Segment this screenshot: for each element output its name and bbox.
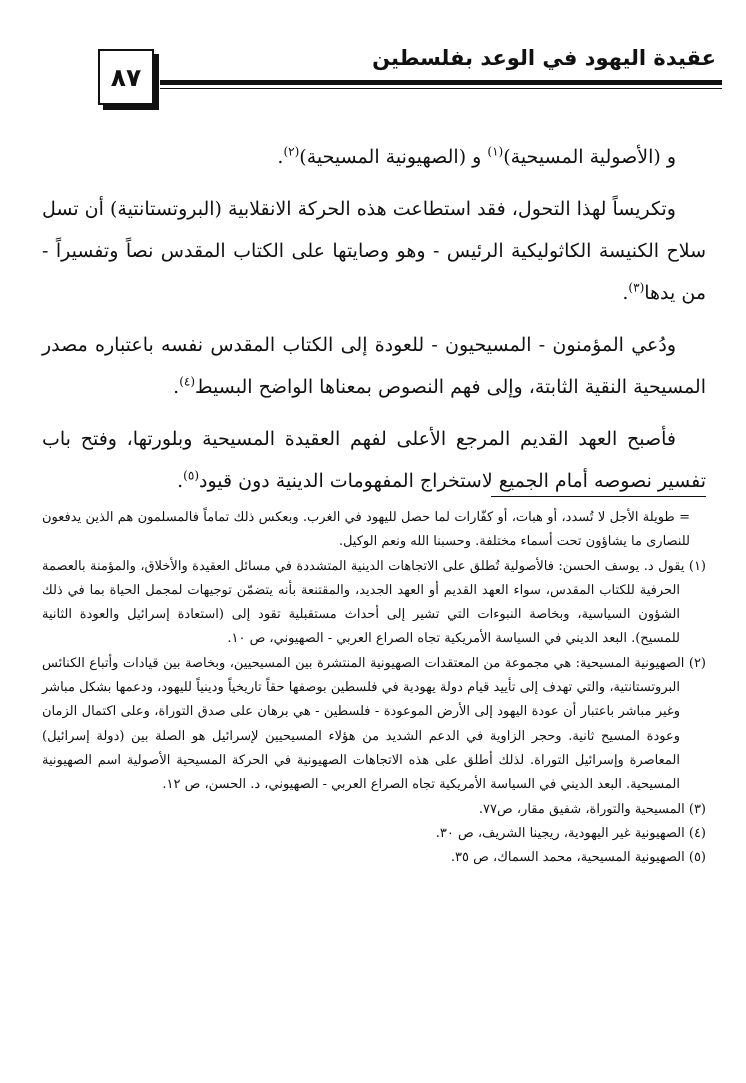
footnote-4: (٤) الصهيونية غير اليهودية، ريجينا الشريف، ص ٣٠. xyxy=(435,825,706,841)
paragraph-1-text-a: و (الأصولية المسيحية) xyxy=(503,146,676,168)
paragraph-1-end: . xyxy=(277,146,284,168)
paragraph-1-text-b: و (الصهيونية المسيحية) xyxy=(299,146,488,168)
paragraph-4 xyxy=(42,418,706,502)
footnote-5: (٥) الصهيونية المسيحية، محمد السماك، ص ٣٥. xyxy=(450,850,706,866)
note-ref-4: (٤) xyxy=(179,374,196,389)
note-ref-3: (٣) xyxy=(628,280,645,295)
page-number: ٨٧ xyxy=(98,49,154,105)
paragraph-4-end: . xyxy=(177,470,184,492)
page-header xyxy=(98,42,746,92)
paragraph-2-end: . xyxy=(622,282,629,304)
footnote-continuation: = طويلة الأجل لا تُسدد، أو هبات، أو كفّارات لما حصل لليهود في الغرب. وبعكس ذلك تماماً فالمسلمون هم الذين يدفعون للنصارى ما يشاؤون تحت أسماء مختلفة. وحسبنا الله ونعم الوكيل. xyxy=(42,510,690,550)
footnotes xyxy=(42,506,706,870)
footnote-1: (١) يقول د. يوسف الحسن: فالأصولية تُطلق على الاتجاهات الدينية المتشددة في مسائل العقيدة والأخلاق، والمؤمنة بالعصمة الحرفية للكتاب المقدس، سواء العهد القديم أو العهد الجديد، والمقتنعة بأنه يتضمّن توجيهات لمجمل الحياة بما في ذلك الشؤون السياسية، وبخاصة النبوءات التي تشير إلى أحداث مستقبلية تقود إلى (استعادة إسرائيل والعودة الثانية للمسيح). البعد الديني في السياسة الأمريكية تجاه الصراع العربي - الصهيوني، ص ١٠. xyxy=(42,558,706,647)
paragraph-4-text: فأصبح العهد القديم المرجع الأعلى لفهم العقيدة المسيحية وبلورتها، وفتح باب تفسير نصوصه أمام الجميع لاستخراج المفهومات الدينية دون قيود xyxy=(42,428,706,492)
note-ref-1: (١) xyxy=(487,144,504,159)
paragraph-3-end: . xyxy=(173,376,180,398)
paragraph-3 xyxy=(42,324,706,408)
footnote-separator xyxy=(491,496,706,497)
footnote-3: (٣) المسيحية والتوراة، شفيق مقار، ص٧٧. xyxy=(478,801,706,817)
paragraph-2-text: وتكريساً لهذا التحول، فقد استطاعت هذه الحركة الانقلابية (البروتستانتية) أن تسل سلاح الكنيسة الكاثوليكية الرئيس - وهو وصايتها على الكتاب المقدس نصاً وتفسيراً - من يدها xyxy=(42,198,706,304)
note-ref-2: (٢) xyxy=(283,144,300,159)
note-ref-5: (٥) xyxy=(183,468,199,483)
paragraph-2 xyxy=(42,188,706,314)
footnote-2: (٢) الصهيونية المسيحية: هي مجموعة من المعتقدات الصهيونية المنتشرة بين المسيحيين، وبخاصة بين قيادات وأتباع الكنائس البروتستانتية، والتي تهدف إلى تأييد قيام دولة يهودية في فلسطين بوصفها حقاً تاريخياً ودينياً لليهود، ودعمها بشكل مباشر وغير مباشر باعتبار أن عودة اليهود إلى الأرض الموعودة - فلسطين - هي برهان على صدق التوراة، وعلى اكتمال الزمان وعودة المسيح ثانية. وحجر الزاوية في الدعم الشديد من هؤلاء المسيحيين لإسرائيل هو الصلة بين (دولة إسرائيل) المعاصرة وإسرائيل التوراة. لذلك أطلق على هذه الاتجاهات الصهيونية في الحركة المسيحية الأصولية اسم الصهيونية المسيحية. البعد الديني في السياسة الأمريكية تجاه الصراع العربي - الصهيوني، د. الحسن، ص ١٢. xyxy=(42,655,706,793)
paragraph-3-text: ودُعي المؤمنون - المسيحيون - للعودة إلى الكتاب المقدس نفسه باعتباره مصدر المسيحية النقية الثابتة، وإلى فهم النصوص بمعناها الواضح البسيط xyxy=(42,334,706,398)
running-title: عقيدة اليهود في الوعد بفلسطين xyxy=(372,46,716,70)
header-rule-thick xyxy=(160,80,722,85)
header-rule-thin xyxy=(160,88,722,89)
paragraph-1 xyxy=(42,136,706,178)
main-text xyxy=(42,136,706,512)
